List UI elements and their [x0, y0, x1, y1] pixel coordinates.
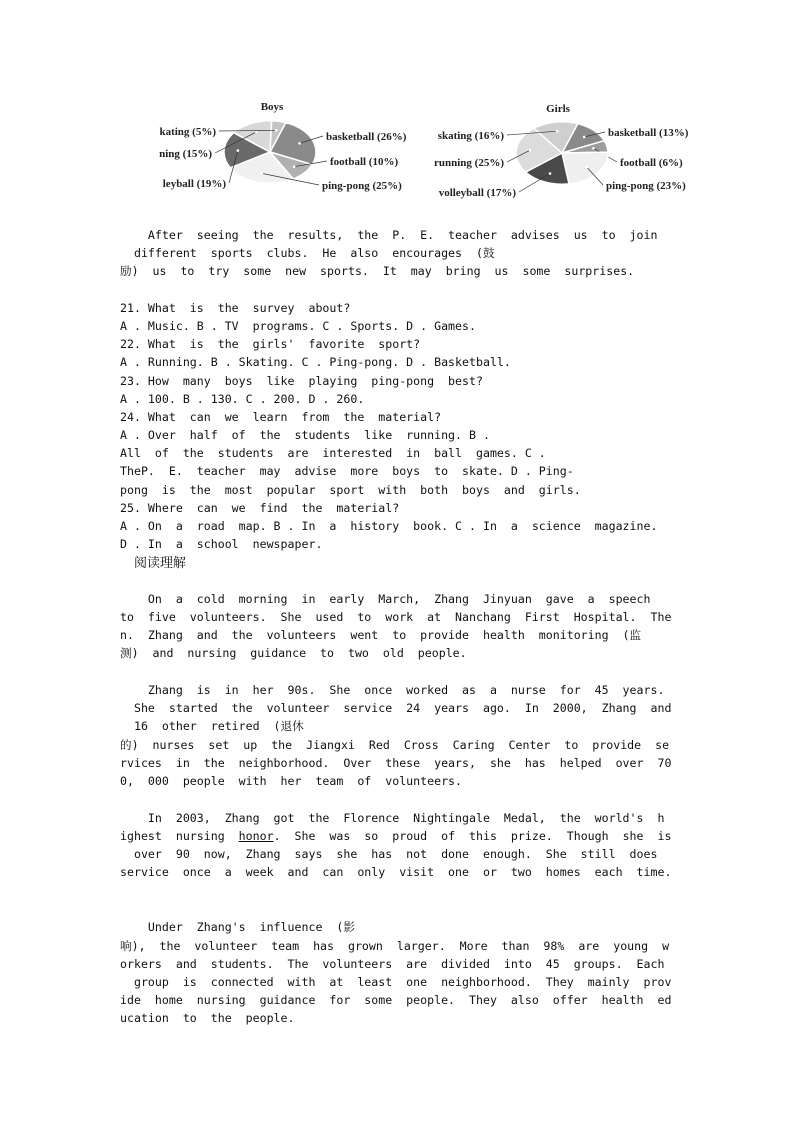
passage-line: 的) nurses set up the Jiangxi Red Cross Caring Center to provide se: [120, 738, 670, 752]
options-23: A . 100. B . 130. C . 200. D . 260.: [120, 392, 365, 406]
passage-line: 0, 000 people with her team of volunteers.: [120, 774, 463, 788]
pie-leader-dot: [293, 165, 296, 168]
section-heading: 阅读理解: [134, 556, 187, 571]
pie-label-football: football (6%): [620, 157, 683, 169]
intro-line-1: After seeing the results, the P. E. teacher advises us to join: [120, 228, 658, 242]
pie-leader-dot: [585, 166, 588, 169]
pie-label-ping-pong: ping-pong (23%): [606, 180, 686, 192]
passage-line: 16 other retired (退休: [120, 719, 304, 733]
passage-line: orkers and students. The volunteers are divided into 45 groups. Each: [120, 957, 665, 971]
options-21: A . Music. B . TV programs. C . Sports. D . Games.: [120, 319, 476, 333]
passage-line: On a cold morning in early March, Zhang Jinyuan gave a speech: [120, 592, 651, 606]
passage-line-honor: [120, 828, 671, 844]
pie-label-skating: skating (16%): [437, 130, 504, 142]
passage-line: to five volunteers. She used to work at Nanchang First Hospital. The: [120, 610, 672, 624]
question-22: 22. What is the girls' favorite sport?: [120, 337, 421, 351]
pie-slice-ping-pong: [562, 152, 608, 184]
pie-leader-dot: [275, 129, 278, 132]
passage-line: In 2003, Zhang got the Florence Nightingale Medal, the world's h: [120, 811, 665, 825]
passage-line: Under Zhang's influence (影: [120, 920, 355, 934]
pie-leader-dot: [592, 147, 595, 150]
passage-text: ighest nursing: [120, 829, 239, 843]
passage-line: service once a week and can only visit one or two homes each time.: [120, 865, 672, 879]
intro-line-3: 励) us to try some new sports. It may bring us some surprises.: [120, 264, 635, 278]
passage-line: over 90 now, Zhang says she has not done enough. She still does: [120, 847, 658, 861]
passage-line: Zhang is in her 90s. She once worked as a nurse for 45 years.: [120, 683, 665, 697]
passage-line: 响), the volunteer team has grown larger. More than 98% are young w: [120, 939, 670, 953]
pie-label-running: ning (15%): [159, 148, 212, 160]
passage-line: ide home nursing guidance for some people. They also offer health ed: [120, 993, 672, 1007]
pie-label-volleyball: volleyball (17%): [438, 187, 516, 199]
pie-label-skating: kating (5%): [159, 126, 216, 138]
options-22: A . Running. B . Skating. C . Ping-pong. D . Basketball.: [120, 355, 511, 369]
pie-label-running: running (25%): [434, 157, 504, 169]
question-21: 21. What is the survey about?: [120, 301, 351, 315]
pie-label-football: football (10%): [330, 156, 399, 168]
pie-title: Boys: [260, 101, 284, 113]
pie-charts-svg: [150, 96, 700, 208]
pie-leader-dot: [255, 131, 258, 134]
pie-label-basketball: basketball (26%): [326, 131, 407, 143]
passage-line: n. Zhang and the volunteers went to provide health monitoring (监: [120, 628, 642, 642]
pie-leader-dot: [237, 149, 240, 152]
question-23: 23. How many boys like playing ping-pong best?: [120, 374, 483, 388]
passage-line: group is connected with at least one neighborhood. They mainly prov: [120, 975, 672, 989]
question-24: 24. What can we learn from the material?: [120, 410, 442, 424]
options-24-a: A . Over half of the students like running. B .: [120, 428, 490, 442]
underlined-word-honor: honor: [238, 829, 274, 843]
options-24-d: pong is the most popular sport with both boys and girls.: [120, 483, 581, 497]
options-24-b: All of the students are interested in ball games. C .: [120, 446, 546, 460]
options-24-c: TheP. E. teacher may advise more boys to skate. D . Ping-: [120, 464, 574, 478]
pie-leader-dot: [529, 149, 532, 152]
pie-label-ping-pong: ping-pong (25%): [322, 180, 402, 192]
question-25: 25. Where can we find the material?: [120, 501, 400, 515]
pie-charts-figure: [150, 96, 700, 208]
pie-label-basketball: basketball (13%): [608, 127, 689, 139]
pie-title: Girls: [546, 103, 570, 115]
passage-line: She started the volunteer service 24 years ago. In 2000, Zhang and: [120, 701, 672, 715]
pie-leader-dot: [298, 142, 301, 145]
passage-line: rvices in the neighborhood. Over these years, she has helped over 70: [120, 756, 672, 770]
pie-leader-dot: [261, 172, 264, 175]
passage-text: . She was so proud of this prize. Though she is: [273, 829, 672, 843]
passage-line: ucation to the people.: [120, 1011, 295, 1025]
options-25-b: D . In a school newspaper.: [120, 537, 323, 551]
intro-line-2: different sports clubs. He also encourages (鼓: [120, 246, 495, 260]
pie-leader-dot: [583, 136, 586, 139]
pie-label-volleyball: leyball (19%): [162, 178, 226, 190]
pie-leader-dot: [556, 130, 559, 133]
pie-leader-dot: [549, 172, 552, 175]
passage-line: 测) and nursing guidance to two old people.: [120, 646, 467, 660]
options-25-a: A . On a road map. B . In a history book. C . In a science magazine.: [120, 519, 658, 533]
